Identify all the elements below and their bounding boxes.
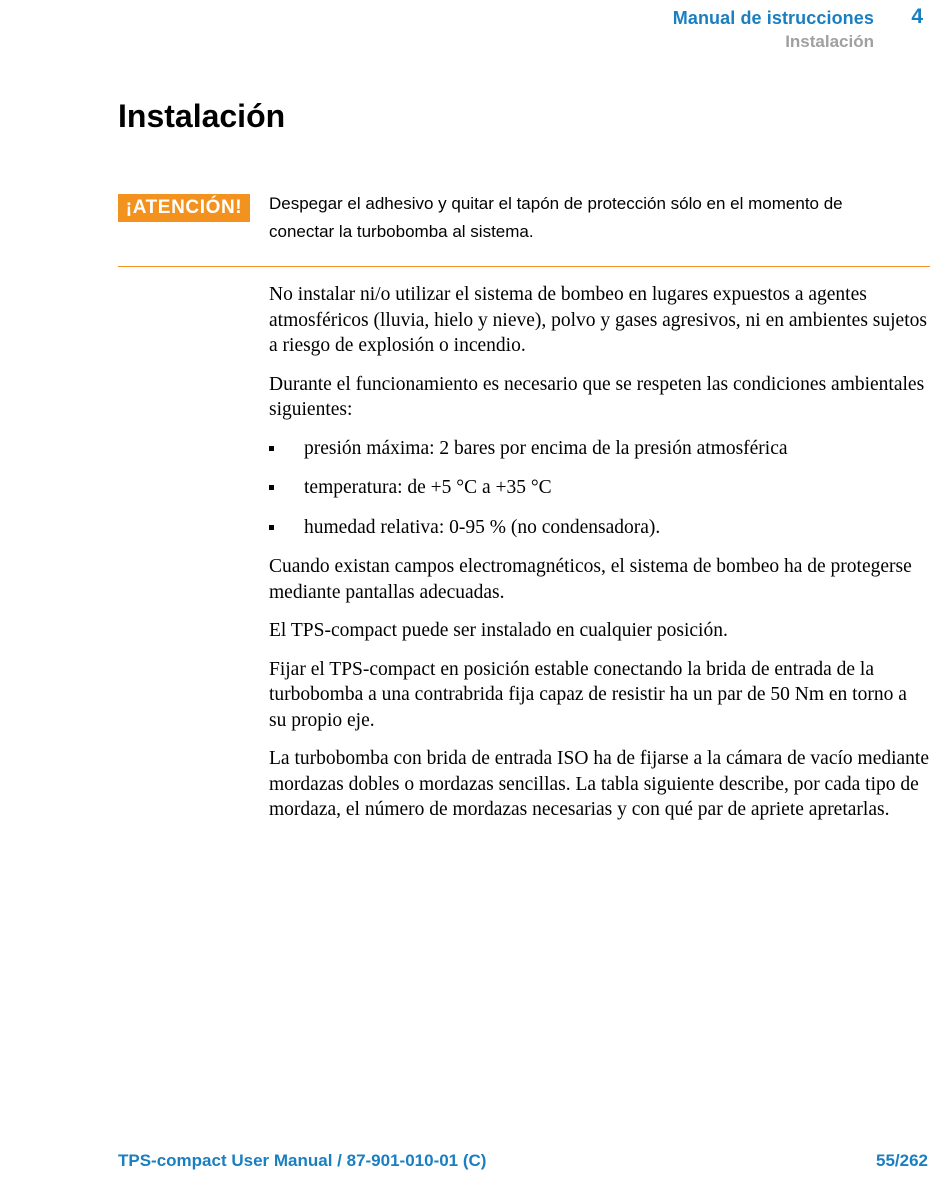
- paragraph: Cuando existan campos electromagnéticos, el sistema de bombeo ha de protegerse mediante pantallas adecuadas.: [269, 556, 912, 603]
- bullet-icon: [269, 446, 274, 451]
- warning-divider: [118, 266, 930, 267]
- list-item: [269, 436, 929, 462]
- page-title: Instalación: [118, 98, 286, 134]
- chapter-number: 4: [911, 5, 923, 28]
- list-item: [269, 515, 929, 541]
- page-number: 55/262: [876, 1151, 928, 1170]
- footer-document-title: TPS-compact User Manual / 87-901-010-01 (C): [118, 1151, 487, 1170]
- conditions-list: [269, 436, 929, 541]
- paragraph: Fijar el TPS-compact en posición estable conectando la brida de entrada de la turbobomba a una contrabrida fija capaz de resistir ha un par de 50 Nm en torno a su propio eje.: [269, 658, 907, 731]
- header-subtitle: Instalación: [785, 32, 874, 51]
- bullet-icon: [269, 485, 274, 490]
- warning-badge: ¡ATENCIÓN!: [118, 194, 250, 222]
- paragraph: El TPS-compact puede ser instalado en cualquier posición.: [269, 620, 728, 641]
- warning-text: Despegar el adhesivo y quitar el tapón de protección sólo en el momento de conectar la turbobomba al sistema.: [269, 194, 843, 241]
- paragraph: Durante el funcionamiento es necesario que se respeten las condiciones ambientales siguientes:: [269, 373, 925, 420]
- bullet-icon: [269, 525, 274, 530]
- paragraph: No instalar ni/o utilizar el sistema de bombeo en lugares expuestos a agentes atmosféricos (lluvia, hielo y nieve), polvo y gases agresivos, ni en ambientes sujetos a riesgo de explosión o incendio.: [269, 284, 927, 356]
- header-title: Manual de istrucciones: [672, 8, 874, 28]
- list-item-text: presión máxima: 2 bares por encima de la presión atmosférica: [304, 437, 788, 459]
- list-item-text: humedad relativa: 0-95 % (no condensadora).: [304, 516, 661, 538]
- list-item: [269, 475, 929, 501]
- paragraph: La turbobomba con brida de entrada ISO ha de fijarse a la cámara de vacío mediante mordazas dobles o mordazas sencillas. La tabla siguiente describe, por cada tipo de mordaza, el número de mordazas necesarias y con qué par de apriete apretarlas.: [269, 748, 929, 820]
- list-item-text: temperatura: de +5 °C a +35 °C: [304, 477, 552, 498]
- body-text: [269, 282, 929, 836]
